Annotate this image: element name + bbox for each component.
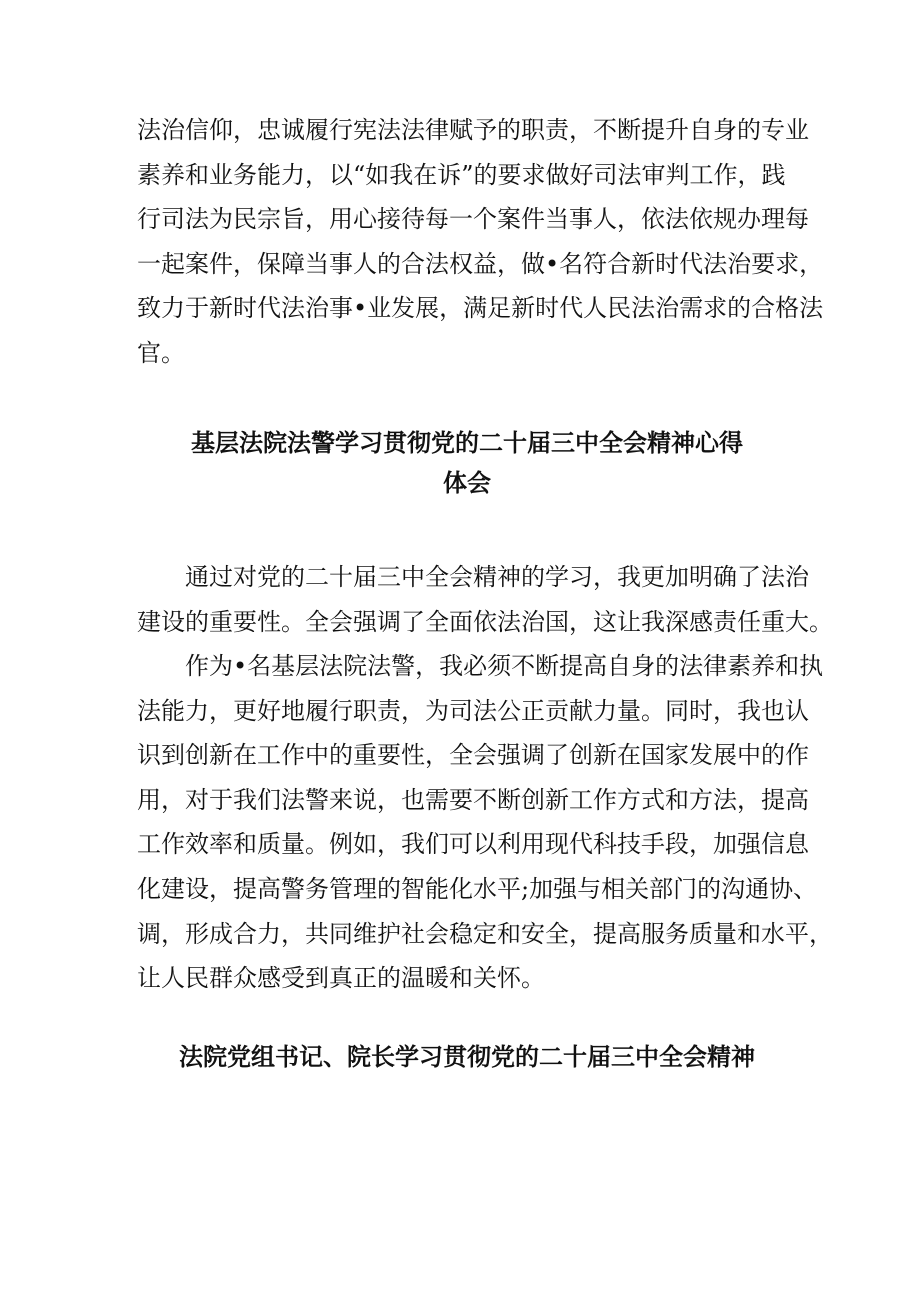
text-line: 一起案件，保障当事人的合法权益，做•名符合新时代法治要求， [137, 249, 824, 278]
text-line: 工作效率和质量。例如，我们可以利用现代科技手段，加强信息 [137, 830, 809, 859]
section-heading-president [137, 1037, 797, 1077]
text-line: 让人民群众感受到真正的温暖和关怀。 [137, 964, 545, 993]
text-line: 建设的重要性。全会强调了全面依法治国，这让我深感责任重大。 [137, 607, 833, 636]
text-line: 法能力，更好地履行职责，为司法公正贡献力量。同时，我也认 [137, 696, 809, 725]
text-line: 用，对于我们法警来说，也需要不断创新工作方式和方法，提高 [137, 785, 809, 814]
text-line: 法治信仰，忠诚履行宪法法律赋予的职责，不断提升自身的专业 [137, 116, 809, 144]
text-line: 行司法为民宗旨，用心接待每一个案件当事人，依法依规办理每 [137, 205, 809, 234]
text-line: 致力于新时代法治事•业发展，满足新时代人民法治需求的合格法 [137, 294, 824, 323]
heading-line: 基层法院法警学习贯彻党的二十届三中全会精神心得 [191, 428, 743, 457]
text-line: 作为•名基层法院法警，我必须不断提高自身的法律素养和执 [185, 652, 824, 680]
text-line: 化建设，提高警务管理的智能化水平;加强与相关部门的沟通协、 [137, 874, 818, 903]
text-line: 调，形成合力，共同维护社会稳定和安全，提高服务质量和水平， [137, 919, 833, 948]
paragraph-study [137, 555, 833, 644]
paragraph-continuation [137, 108, 824, 376]
heading-line: 体会 [443, 468, 491, 497]
paragraph-duty [137, 644, 833, 1001]
section-heading-police [137, 423, 797, 503]
text-line: 官。 [137, 338, 185, 367]
text-line: 识到创新在工作中的重要性，全会强调了创新在国家发展中的作 [137, 741, 809, 770]
text-line: 素养和业务能力，以“如我在诉”的要求做好司法审判工作，践 [137, 160, 786, 189]
text-line: 通过对党的二十届三中全会精神的学习，我更加明确了法治 [185, 563, 809, 591]
heading-line: 法院党组书记、院长学习贯彻党的二十届三中全会精神 [179, 1042, 755, 1071]
